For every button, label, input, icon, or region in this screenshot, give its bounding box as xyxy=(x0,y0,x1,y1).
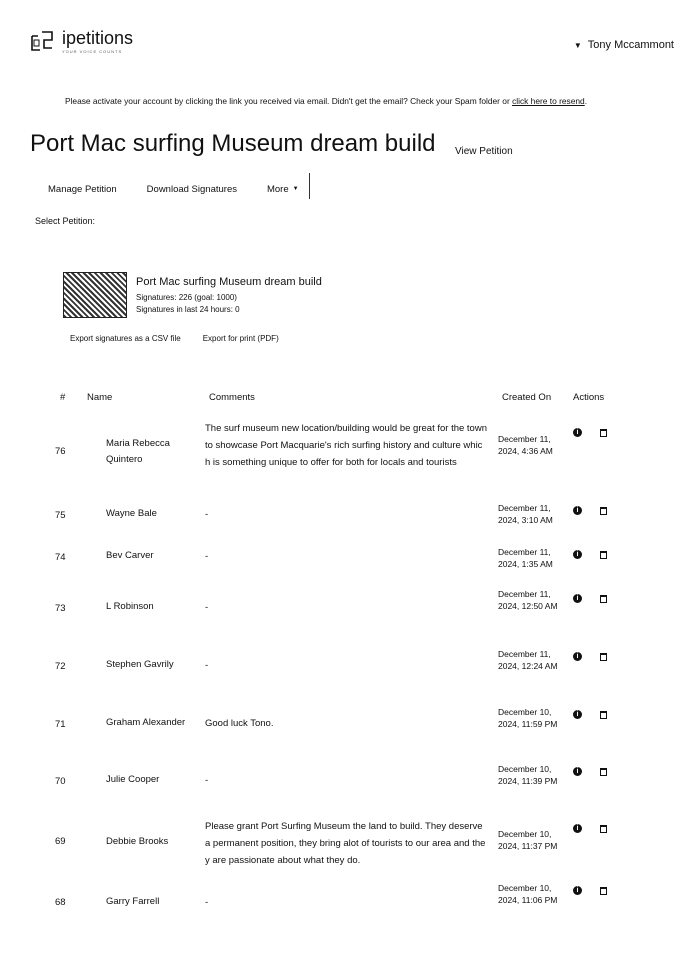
select-petition-label: Select Petition: xyxy=(35,216,96,226)
info-icon[interactable]: i xyxy=(573,594,582,603)
row-number: 75 xyxy=(55,510,66,521)
export-pdf-link[interactable]: Export for print (PDF) xyxy=(202,334,279,343)
row-created: December 10, 2024, 11:59 PM xyxy=(498,707,558,729)
row-created: December 10, 2024, 11:37 PM xyxy=(498,829,558,851)
row-number: 73 xyxy=(55,603,66,614)
petition-card[interactable] xyxy=(63,272,322,318)
logo[interactable] xyxy=(30,28,133,54)
row-number: 74 xyxy=(55,552,66,563)
row-name: Julie Cooper xyxy=(106,774,160,785)
export-links xyxy=(70,334,301,343)
col-name: Name xyxy=(87,392,113,403)
col-comments: Comments xyxy=(209,392,255,403)
row-number: 69 xyxy=(55,836,66,847)
row-name: Wayne Bale xyxy=(106,508,157,519)
row-comment: - xyxy=(205,775,209,786)
resend-link[interactable]: click here to resend xyxy=(512,96,585,106)
row-name: Garry Farrell xyxy=(106,896,160,907)
signatures-last-24h: Signatures in last 24 hours: 0 xyxy=(136,305,240,314)
row-comment: - xyxy=(205,602,209,613)
info-icon[interactable]: i xyxy=(573,710,582,719)
trash-icon[interactable] xyxy=(600,825,607,833)
logo-tagline: YOUR VOICE COUNTS xyxy=(62,49,123,54)
info-icon[interactable]: i xyxy=(573,767,582,776)
row-name: Maria Rebecca Quintero xyxy=(106,438,170,465)
col-actions: Actions xyxy=(573,392,605,403)
col-created-on: Created On xyxy=(502,392,552,403)
row-comment: Good luck Tono. xyxy=(205,718,274,729)
trash-icon[interactable] xyxy=(600,551,607,559)
row-number: 76 xyxy=(55,446,66,457)
divider xyxy=(309,173,310,199)
row-created: December 11, 2024, 12:24 AM xyxy=(498,649,558,671)
trash-icon[interactable] xyxy=(600,507,607,515)
row-comment: - xyxy=(205,897,209,908)
row-created: December 10, 2024, 11:06 PM xyxy=(498,883,558,905)
trash-icon[interactable] xyxy=(600,429,607,437)
info-icon[interactable]: i xyxy=(573,652,582,661)
trash-icon[interactable] xyxy=(600,595,607,603)
row-name: Bev Carver xyxy=(106,550,154,561)
row-created: December 11, 2024, 3:10 AM xyxy=(498,503,553,525)
row-name: L Robinson xyxy=(106,601,154,612)
tab-more-label: More xyxy=(266,183,289,195)
info-icon[interactable]: i xyxy=(573,550,582,559)
view-petition-link[interactable]: View Petition xyxy=(455,146,513,157)
petition-card-title: Port Mac surfing Museum dream build xyxy=(136,276,322,288)
signature-count: Signatures: 226 (goal: 1000) xyxy=(136,293,237,302)
tab-download-signatures[interactable]: Download Signatures xyxy=(146,183,237,195)
tab-more[interactable] xyxy=(267,184,299,195)
info-icon[interactable]: i xyxy=(573,428,582,437)
notice-end: . xyxy=(584,96,588,106)
caret-down-icon: ▼ xyxy=(292,186,299,192)
trash-icon[interactable] xyxy=(600,711,607,719)
petition-tabs xyxy=(48,179,310,199)
trash-icon[interactable] xyxy=(600,887,607,895)
row-comment: The surf museum new location/building would be great for the town to showcase Port Macquarie's rich surfing history and culture which is something unique to offer for both for locals and tourists xyxy=(205,423,487,468)
row-number: 72 xyxy=(55,661,66,672)
row-created: December 11, 2024, 12:50 AM xyxy=(498,589,558,611)
row-name: Stephen Gavrily xyxy=(106,659,174,670)
row-number: 68 xyxy=(55,897,66,908)
notice-text: Please activate your account by clicking the link you received via email. Didn't get the email? Check your Spam folder or xyxy=(64,96,513,106)
row-comment: - xyxy=(205,660,209,671)
col-number: # xyxy=(60,392,66,403)
row-created: December 10, 2024, 11:39 PM xyxy=(498,764,558,786)
row-number: 70 xyxy=(55,776,66,787)
petition-thumbnail xyxy=(63,272,127,318)
info-icon[interactable]: i xyxy=(573,886,582,895)
tab-manage-petition[interactable]: Manage Petition xyxy=(48,183,117,195)
export-csv-link[interactable]: Export signatures as a CSV file xyxy=(70,334,181,343)
row-name: Debbie Brooks xyxy=(106,836,169,847)
row-comment: Please grant Port Surfing Museum the land to build. They deserve a permanent position, they bring alot of tourists to our area and they are passionate about what they do. xyxy=(205,821,486,866)
user-name: Tony Mccammont xyxy=(587,39,674,51)
trash-icon[interactable] xyxy=(600,768,607,776)
info-icon[interactable]: i xyxy=(573,824,582,833)
page-title: Port Mac surfing Museum dream build xyxy=(30,130,436,157)
row-comment: - xyxy=(205,551,209,562)
row-number: 71 xyxy=(55,719,66,730)
row-name: Graham Alexander xyxy=(106,717,186,728)
ipetitions-logo-icon xyxy=(30,28,56,54)
info-icon[interactable]: i xyxy=(573,506,582,515)
row-created: December 11, 2024, 1:35 AM xyxy=(498,547,553,569)
row-comment: - xyxy=(205,509,209,520)
user-menu[interactable] xyxy=(574,39,674,51)
logo-name: ipetitions xyxy=(62,28,134,48)
row-created: December 11, 2024, 4:36 AM xyxy=(498,434,553,456)
caret-down-icon: ▼ xyxy=(573,40,582,50)
trash-icon[interactable] xyxy=(600,653,607,661)
activation-notice xyxy=(0,96,652,106)
